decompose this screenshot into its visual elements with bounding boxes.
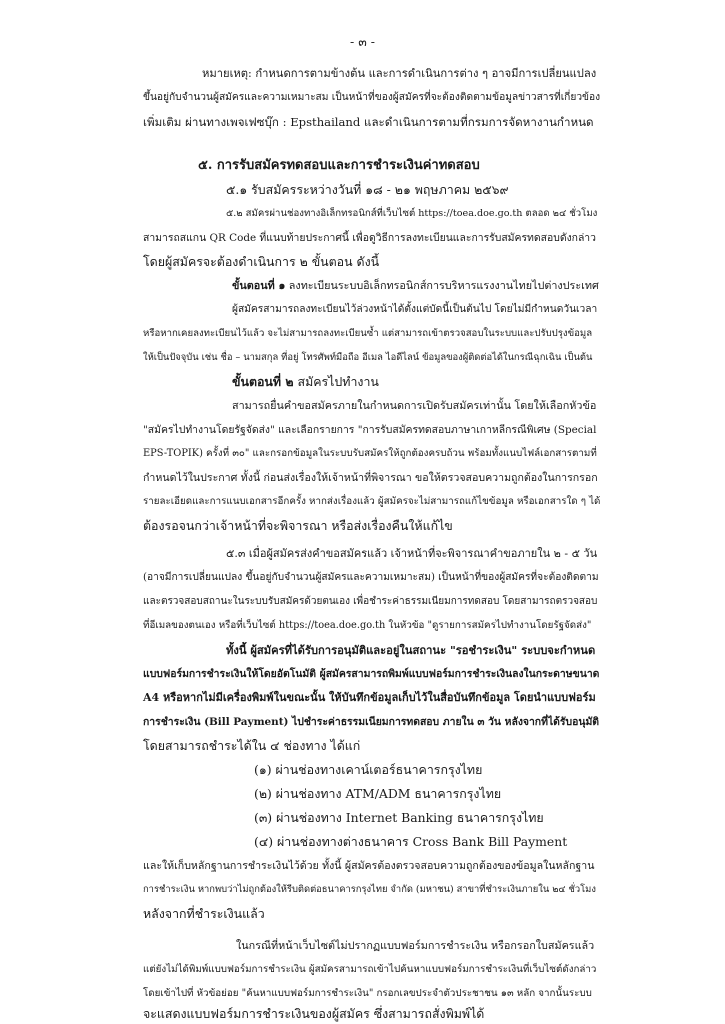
after-channels-line-2: การชำระเงิน หากพบว่าไม่ถูกต้องให้รีบติดต่อธนาคารกรุงไทย จำกัด (มหาชน) สาขาที่ชำระเงินภายใน ๒๔ ชั่วโมง [143, 884, 596, 895]
final-para-line-3: โดยเข้าไปที่ หัวข้อย่อย "ค้นหาแบบฟอร์มการชำระเงิน" กรอกเลขประจำตัวประชาชน ๑๓ หลัก จากนั้นระบบ [143, 988, 592, 999]
para-5-2-line-2: สามารถสแกน QR Code ที่แนบท้ายประกาศนี้ เพื่อดูวิธีการลงทะเบียนและการรับสมัครทดสอบดังกล่าว [143, 232, 596, 244]
step-1-heading [232, 278, 599, 294]
after-channels-line-3: หลังจากที่ชำระเงินแล้ว [143, 906, 265, 921]
channel-item-1: (๑) ผ่านช่องทางเคาน์เตอร์ธนาคารกรุงไทย [254, 762, 483, 777]
channel-item-2: (๒) ผ่านช่องทาง ATM/ADM ธนาคารกรุงไทย [254, 786, 502, 801]
step-1-label: ขั้นตอนที่ ๑ [232, 279, 286, 292]
step-2-heading [232, 374, 379, 390]
step-2-title: สมัครไปทำงาน [293, 374, 379, 389]
bold-para-line-4: การชำระเงิน (Bill Payment) ไปชำระค่าธรรมเนียมการทดสอบ ภายใน ๓ วัน หลังจากที่ได้รับอนุมัติ [143, 716, 600, 728]
channel-item-4: (๔) ผ่านช่องทางต่างธนาคาร Cross Bank Bill Payment [254, 834, 568, 849]
bold-para-line-1: ทั้งนี้ ผู้สมัครที่ได้รับการอนุมัติและอยู่ในสถานะ "รอชำระเงิน" ระบบจะกำหนด [226, 643, 596, 657]
para-5-3-line-3: และตรวจสอบสถานะในระบบรับสมัครด้วยตนเอง เพื่อชำระค่าธรรมเนียมการทดสอบ โดยสามารถตรวจสอบ [143, 596, 598, 607]
note-line-2: ขึ้นอยู่กับจำนวนผู้สมัครและความเหมาะสม เป็นหน้าที่ของผู้สมัครที่จะต้องติดตามข้อมูลข่าวสารที่เกี่ยวข้อง [143, 92, 601, 103]
para-5-1: ๕.๑ รับสมัครระหว่างวันที่ ๑๘ - ๒๑ พฤษภาคม ๒๕๖๙ [226, 182, 509, 197]
step-2-line-1: สามารถยื่นคำขอสมัครภายในกำหนดการเปิดรับสมัครเท่านั้น โดยให้เลือกหัวข้อ [232, 399, 597, 412]
step-1-line-3: ให้เป็นปัจจุบัน เช่น ชื่อ – นามสกุล ที่อยู่ โทรศัพท์มือถือ อีเมล ไอดีไลน์ ข้อมูลของผู้ติดต่อได้ในกรณีฉุกเฉิน เป็นต้น [143, 352, 593, 363]
note-line-1: หมายเหตุ: กำหนดการตามข้างต้น และการดำเนินการต่าง ๆ อาจมีการเปลี่ยนแปลง [202, 67, 597, 80]
para-5-2-line-3: โดยผู้สมัครจะต้องดำเนินการ ๒ ขั้นตอน ดังนี้ [143, 254, 380, 269]
step-2-label: ขั้นตอนที่ ๒ [232, 374, 294, 389]
step-2-line-4: กำหนดไว้ในประกาศ ทั้งนี้ ก่อนส่งเรื่องให้เจ้าหน้าที่พิจารณา ขอให้ตรวจสอบความถูกต้องในการกรอก [143, 472, 598, 484]
section-heading: ๕. การรับสมัครทดสอบและการชำระเงินค่าทดสอบ [198, 158, 480, 173]
channels-intro: โดยสามารถชำระได้ใน ๔ ช่องทาง ได้แก่ [143, 738, 361, 753]
para-5-3-line-2: (อาจมีการเปลี่ยนแปลง ขึ้นอยู่กับจำนวนผู้สมัครและความเหมาะสม) เป็นหน้าที่ของผู้สมัครที่จะต้องติดตาม [143, 572, 599, 583]
step-2-line-3: EPS-TOPIK) ครั้งที่ ๓๐" และกรอกข้อมูลในระบบรับสมัครให้ถูกต้องครบถ้วน พร้อมทั้งแนบไฟล์เอกสารตามที่ [143, 448, 597, 459]
step-1-line-1: ผู้สมัครสามารถลงทะเบียนไว้ล่วงหน้าได้ตั้งแต่บัดนี้เป็นต้นไป โดยไม่มีกำหนดวันเวลา [232, 304, 598, 315]
para-5-2-line-1: ๕.๒ สมัครผ่านช่องทางอิเล็กทรอนิกส์ที่เว็บไซต์ https://toea.doe.go.th ตลอด ๒๔ ชั่วโมง [226, 208, 598, 219]
channel-item-3: (๓) ผ่านช่องทาง Internet Banking ธนาคารกรุงไทย [254, 810, 544, 825]
note-line-3: เพิ่มเติม ผ่านทางเพจเฟซบุ๊ก : Epsthailand และดำเนินการตามที่กรมการจัดหางานกำหนด [143, 115, 594, 129]
final-para-line-1: ในกรณีที่หน้าเว็บไซต์ไม่ปรากฏแบบฟอร์มการชำระเงิน หรือกรอกใบสมัครแล้ว [236, 939, 595, 952]
step-1-title: ลงทะเบียนระบบอิเล็กทรอนิกส์การบริหารแรงงานไทยไปต่างประเทศ [285, 279, 599, 292]
final-para-line-2: แต่ยังไม่ได้พิมพ์แบบฟอร์มการชำระเงิน ผู้สมัครสามารถเข้าไปค้นหาแบบฟอร์มการชำระเงินที่เว็บไซต์ดังกล่าว [143, 964, 597, 975]
after-channels-line-1: และให้เก็บหลักฐานการชำระเงินไว้ด้วย ทั้งนี้ ผู้สมัครต้องตรวจสอบความถูกต้องของข้อมูลในหลักฐาน [143, 860, 595, 872]
step-2-line-2: "สมัครไปทำงานโดยรัฐจัดส่ง" และเลือกรายการ "การรับสมัครทดสอบภาษาเกาหลีกรณีพิเศษ (Special [143, 424, 597, 436]
step-1-line-2: หรือหากเคยลงทะเบียนไว้แล้ว จะไม่สามารถลงทะเบียนซ้ำ แต่สามารถเข้าตรวจสอบในระบบและปรับปรุงข้อมูล [143, 328, 593, 339]
step-2-line-5: รายละเอียดและการแนบเอกสารอีกครั้ง หากส่งเรื่องแล้ว ผู้สมัครจะไม่สามารถแก้ไขข้อมูล หรือเอกสารใด ๆ ได้ [143, 496, 601, 507]
final-para-line-4: จะแสดงแบบฟอร์มการชำระเงินของผู้สมัคร ซึ่งสามารถสั่งพิมพ์ได้ [143, 1006, 485, 1021]
para-5-3-line-4: ที่อีเมลของตนเอง หรือที่เว็บไซต์ https://toea.doe.go.th ในหัวข้อ "ดูรายการสมัครไปทำงานโดยรัฐจัดส่ง" [143, 620, 592, 631]
bold-para-line-3: A4 หรือหากไม่มีเครื่องพิมพ์ในขณะนั้น ให้บันทึกข้อมูลเก็บไว้ในสื่อบันทึกข้อมูล โดยนำแบบฟอร์ม [143, 691, 596, 704]
bold-para-line-2: แบบฟอร์มการชำระเงินให้โดยอัตโนมัติ ผู้สมัครสามารถพิมพ์แบบฟอร์มการชำระเงินลงในกระดาษขนาด [143, 668, 600, 680]
para-5-3-line-1: ๕.๓ เมื่อผู้สมัครส่งคำขอสมัครแล้ว เจ้าหน้าที่จะพิจารณาคำขอภายใน ๒ - ๕ วัน [226, 547, 598, 560]
step-2-line-6: ต้องรอจนกว่าเจ้าหน้าที่จะพิจารณา หรือส่งเรื่องคืนให้แก้ไข [143, 518, 453, 533]
page-number: - ๓ - [350, 34, 375, 49]
